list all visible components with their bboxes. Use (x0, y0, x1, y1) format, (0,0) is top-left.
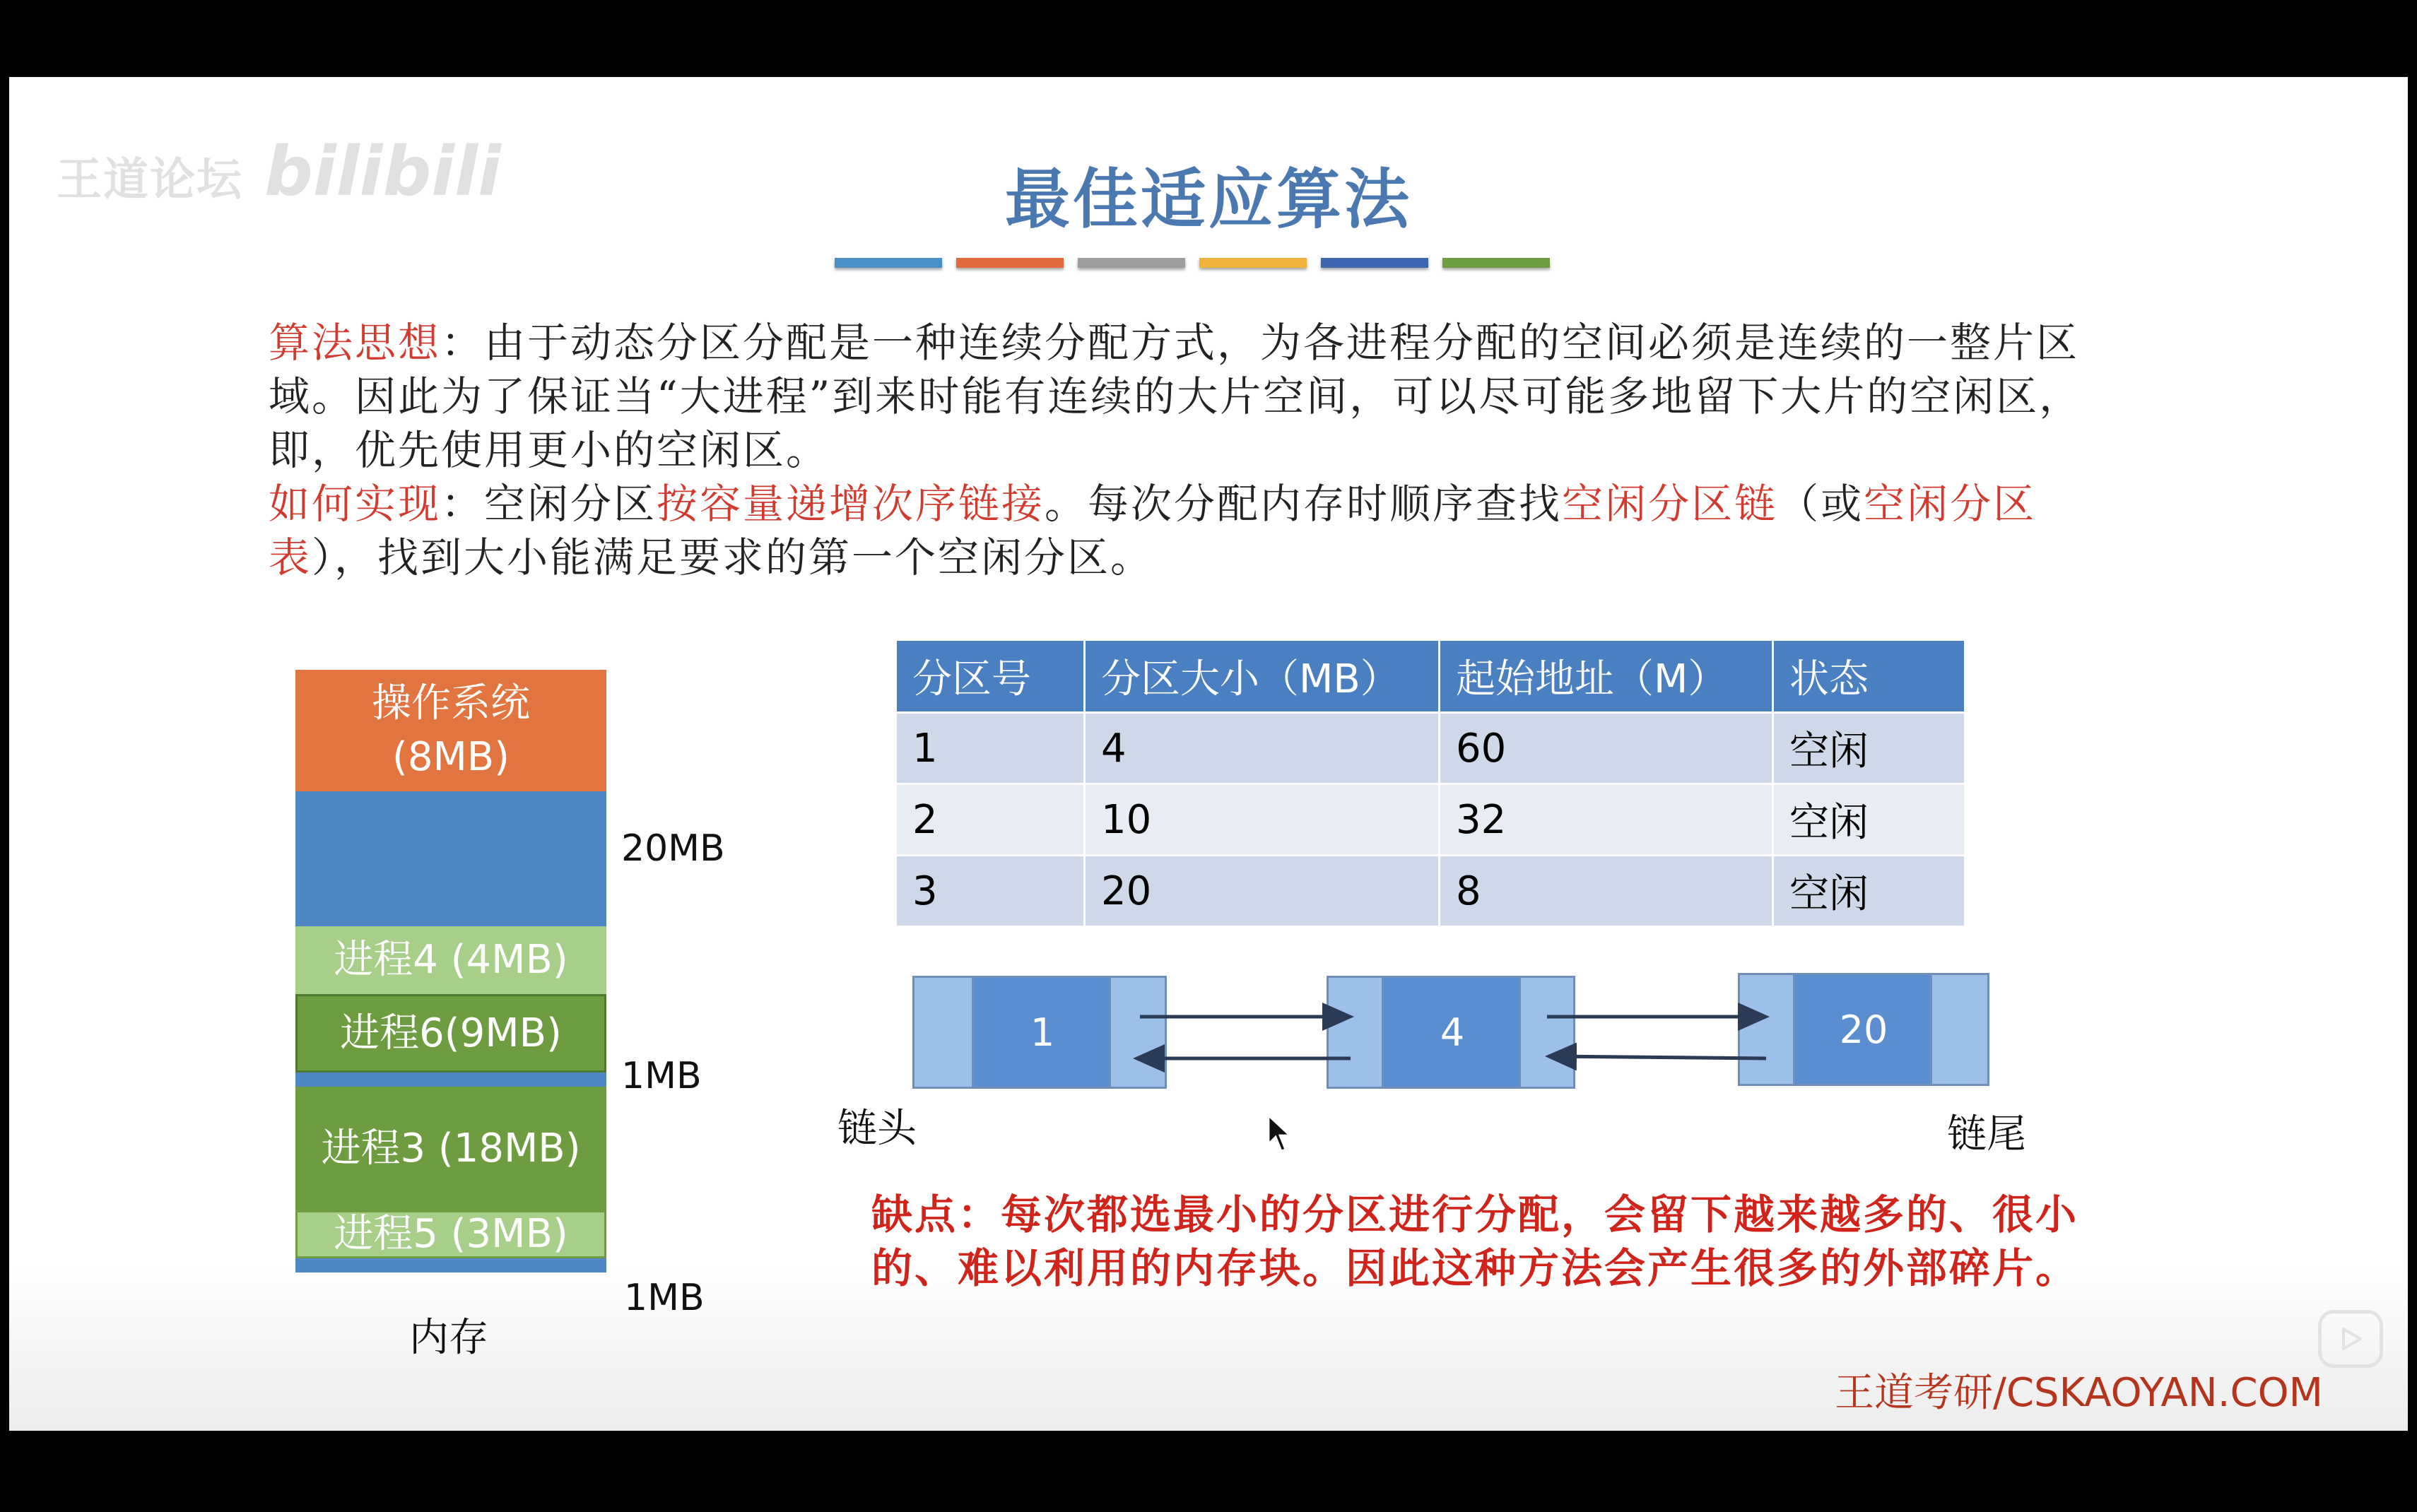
label-20mb: 20MB (621, 827, 725, 870)
drawback-line-1: 缺点：每次都选最小的分区进行分配，会留下越来越多的、很小 (871, 1191, 2079, 1239)
impl-text-4: ），找到大小能满足要求的第一个空闲分区。 (312, 533, 1154, 581)
memory-block-os-size: (8MB) (392, 734, 510, 780)
watermark-text: 王道论坛 (57, 154, 243, 206)
table-cell: 20 (1085, 856, 1440, 927)
table-cell: 8 (1440, 856, 1773, 927)
impl-highlight-3: 空闲分区 (1864, 480, 2037, 528)
table-cell: 3 (896, 856, 1085, 927)
list-head-label: 链头 (837, 1106, 917, 1152)
slide (9, 77, 2408, 1431)
table-cell: 空闲 (1773, 856, 1965, 927)
memory-block-os-label: 操作系统 (372, 680, 530, 726)
table-cell: 10 (1085, 784, 1440, 856)
impl-highlight-4: 表 (269, 533, 312, 581)
mouse-cursor-icon (1267, 1114, 1295, 1154)
label-1mb-b: 1MB (624, 1277, 705, 1319)
memory-block-process6-label: 进程6(9MB) (340, 1010, 562, 1056)
list-node-1-value: 1 (1030, 1010, 1055, 1055)
table-header-id: 分区号 (896, 640, 1085, 713)
footer-brand: 王道考研/CSKAOYAN.COM (1835, 1370, 2323, 1416)
memory-block-process3-label: 进程3 (18MB) (321, 1125, 581, 1171)
memory-block-process5-label: 进程5 (3MB) (334, 1211, 568, 1257)
table-cell: 空闲 (1773, 713, 1965, 784)
list-node-2-value: 4 (1440, 1010, 1465, 1055)
table-cell: 4 (1085, 713, 1440, 784)
table-cell: 60 (1440, 713, 1773, 784)
memory-caption: 内存 (409, 1315, 488, 1361)
list-node-3-value: 20 (1839, 1007, 1888, 1052)
label-1mb-a: 1MB (621, 1055, 702, 1097)
arrow-prev-2 (1548, 1056, 1766, 1058)
impl-text-1: ：空闲分区 (441, 480, 657, 528)
memory-block-process4-label: 进程4 (4MB) (334, 937, 568, 983)
idea-text-1: ：由于动态分区分配是一种连续分配方式，为各进程分配的空间必须是连续的一整片区 (441, 319, 2080, 367)
impl-text-2: 。每次分配内存时顺序查找 (1045, 480, 1563, 528)
table-cell: 1 (896, 713, 1085, 784)
table-header-status: 状态 (1773, 640, 1965, 713)
impl-highlight-1: 按容量递增次序链接 (657, 480, 1045, 528)
table-header-size: 分区大小（MB） (1085, 640, 1440, 713)
idea-line-2: 域。因此为了保证当“大进程”到来时能有连续的大片空间，可以尽可能多地留下大片的空闲区， (269, 372, 2083, 420)
impl-highlight-2: 空闲分区链 (1562, 480, 1778, 528)
bilibili-logo: bilibili (264, 132, 501, 211)
slide-title: 最佳适应算法 (1004, 162, 1412, 237)
table-cell: 32 (1440, 784, 1773, 856)
drawback-line-2: 的、难以利用的内存块。因此这种方法会产生很多的外部碎片。 (871, 1244, 2079, 1292)
impl-text-3: （或 (1777, 480, 1864, 528)
table-cell: 空闲 (1773, 784, 1965, 856)
table-header-start: 起始地址（M） (1440, 640, 1773, 713)
play-icon (2336, 1325, 2365, 1353)
list-tail-label: 链尾 (1947, 1111, 2026, 1157)
impl-label: 如何实现 (269, 480, 442, 528)
table-cell: 2 (896, 784, 1085, 856)
drawback-text (871, 1188, 2214, 1295)
idea-line-3: 即，优先使用更小的空闲区。 (269, 426, 830, 474)
idea-label: 算法思想 (269, 319, 442, 367)
play-button[interactable] (2318, 1310, 2383, 1368)
